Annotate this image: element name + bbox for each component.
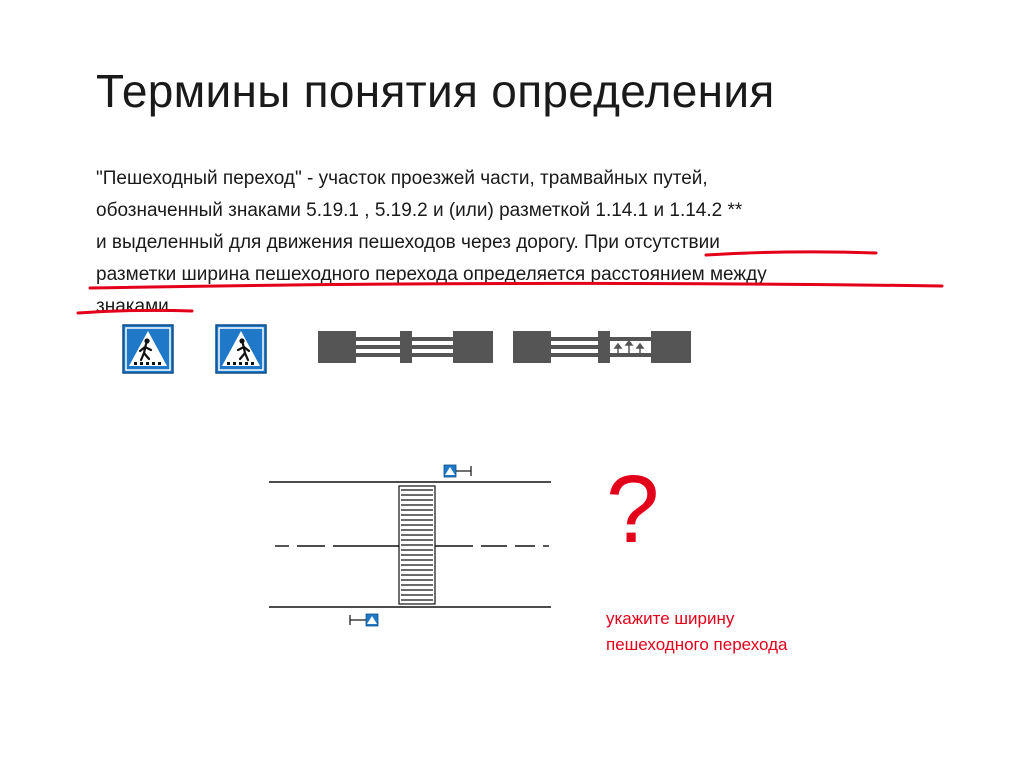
zebra-markup-icon [318,331,493,363]
definition-paragraph [96,163,956,323]
hint-text [606,606,788,658]
zebra-arrows-markup-icon [513,331,691,363]
underlined-phrase: При отсутствии [584,232,720,253]
paragraph-line [96,227,956,259]
question-mark: ? [606,456,660,563]
road-crossing-diagram [265,460,555,635]
paragraph-line: разметки ширина пешеходного перехода определяется расстоянием между [96,264,767,285]
hint-line: укажите ширину [606,609,735,628]
paragraph-text: и выделенный для движения пешеходов через дорогу. [96,232,585,253]
pedestrian-crossing-sign-icon [122,324,174,374]
paragraph-line: "Пешеходный переход" - участок проезжей части, трамвайных путей, [96,168,708,189]
paragraph-line: знаками [96,296,169,317]
slide-title: Термины понятия определения [96,65,775,117]
pedestrian-crossing-sign-icon [215,324,267,374]
paragraph-line: обозначенный знаками 5.19.1 , 5.19.2 и (или) разметкой 1.14.1 и 1.14.2 ** [96,200,743,221]
hint-line: пешеходного перехода [606,635,788,654]
